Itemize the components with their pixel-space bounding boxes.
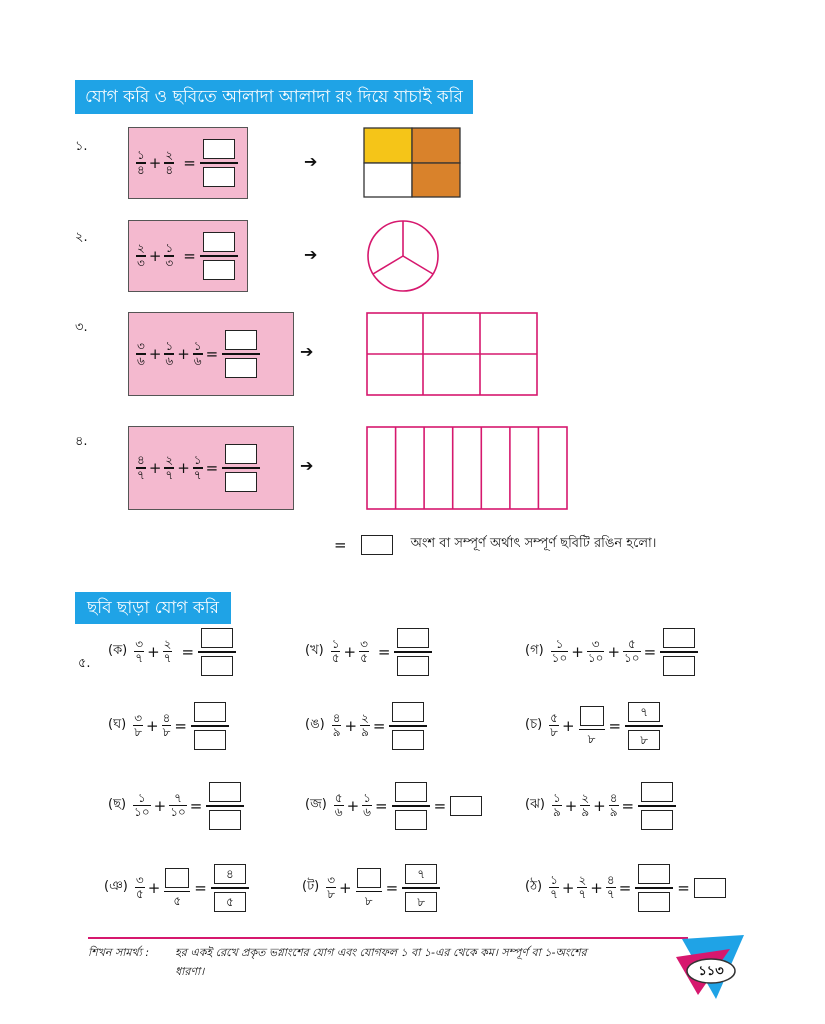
answer-blank-box[interactable] <box>361 535 393 555</box>
equation-box-3: $\frac{৩}{৬}$ + $\frac{১}{৬}$ + $\frac{১}{৬}$ = <box>128 312 294 396</box>
square-quarters-diagram[interactable] <box>363 127 463 199</box>
arrow-icon: ➔ <box>300 342 314 361</box>
conclusion-text: অংশ বা সম্পূর্ণ অর্থাৎ সম্পূর্ণ ছবিটি রঙিন হলো। <box>410 536 657 551</box>
item-ta: (ট) $\frac{৩}{৮}$ + ৮ = ৭ ৮ <box>302 864 442 912</box>
circle-thirds-diagram[interactable] <box>365 218 443 294</box>
blank-numerator-fraction[interactable]: ৮ <box>579 706 605 747</box>
answer-fraction-blank[interactable] <box>392 782 430 830</box>
arrow-icon: ➔ <box>304 245 318 264</box>
equation-box-2: $\frac{২}{৩}$ + $\frac{১}{৩}$ = <box>128 220 248 292</box>
answer-fraction-blank[interactable] <box>394 628 432 676</box>
problem-number: ১. <box>75 139 88 154</box>
answer-fraction: ৭ ৮ <box>402 864 440 912</box>
equation-box-1: $\frac{১}{৪}$ + $\frac{২}{৪}$ = <box>128 127 248 199</box>
problem-number: ৪. <box>75 434 88 449</box>
footer-label: শিখন সামর্থ্য : <box>88 946 150 959</box>
answer-fraction: ৭ ৮ <box>625 702 663 750</box>
answer-fraction-blank[interactable] <box>635 864 673 912</box>
answer-whole-blank[interactable] <box>450 796 482 816</box>
problem-number: ৩. <box>75 320 88 335</box>
equation-box-4: $\frac{৪}{৭}$ + $\frac{২}{৭}$ + $\frac{১}{৭}$ = <box>128 426 294 510</box>
item-uma: (ঙ) $\frac{৪}{৯}$ + $\frac{২}{৯}$ = <box>305 702 429 750</box>
problem-number: ২. <box>75 230 88 245</box>
item-ja: (জ) $\frac{৫}{৬}$ + $\frac{১}{৬}$ = = <box>305 782 482 830</box>
item-tha: (ঠ) $\frac{১}{৭}$ + $\frac{২}{৭}$ + $\frac{৪}{৭}$ = = <box>525 864 726 912</box>
section-heading-add-without-picture: ছবি ছাড়া যোগ করি <box>75 592 231 624</box>
problem-number: ৫. <box>78 656 91 671</box>
answer-fraction-blank[interactable] <box>638 782 676 830</box>
answer-fraction-blank[interactable] <box>198 628 236 676</box>
answer-fraction-blank[interactable] <box>660 628 698 676</box>
section-heading-verify: যোগ করি ও ছবিতে আলাদা আলাদা রং দিয়ে যাচাই করি <box>75 80 473 114</box>
answer-fraction-blank[interactable] <box>191 702 229 750</box>
answer-fraction-blank[interactable] <box>222 330 260 378</box>
arrow-icon: ➔ <box>304 152 318 171</box>
item-jha: (ঝ) $\frac{১}{৯}$ + $\frac{২}{৯}$ + $\frac{৪}{৯}$ = <box>525 782 678 830</box>
item-cha: (চ) $\frac{৫}{৮}$ + ৮ = ৭ ৮ <box>525 702 665 750</box>
answer-fraction-blank[interactable] <box>222 444 260 492</box>
answer-fraction-blank[interactable] <box>389 702 427 750</box>
answer-fraction-blank[interactable] <box>200 139 238 187</box>
item-ga: (গ) $\frac{১}{১০}$ + $\frac{৩}{১০}$ + $\frac{৫}{১০}$ = <box>525 628 700 676</box>
item-ka: (ক) $\frac{৩}{৭}$ + $\frac{২}{৭}$ = <box>108 628 238 676</box>
item-nya: (ঞ) $\frac{৩}{৫}$ + ৫ = ৪ ৫ <box>104 864 251 912</box>
answer-fraction-blank[interactable] <box>206 782 244 830</box>
blank-numerator-fraction[interactable]: ৫ <box>164 868 190 909</box>
rectangle-sixths-diagram[interactable] <box>366 312 538 396</box>
footer-text: হর একই রেখে প্রকৃত ভগ্নাংশের যোগ এবং যোগফল ১ বা ১-এর থেকে কম। সম্পূর্ণ বা ১-অংশের ধারণা। <box>175 946 587 978</box>
answer-whole-blank[interactable] <box>694 878 726 898</box>
item-gha: (ঘ) $\frac{৩}{৮}$ + $\frac{৪}{৮}$ = <box>108 702 231 750</box>
page-number: ১১৩ <box>698 964 724 979</box>
rectangle-sevenths-diagram[interactable] <box>366 426 570 510</box>
item-kha: (খ) $\frac{১}{৫}$ + $\frac{৩}{৫}$ = <box>305 628 434 676</box>
blank-numerator-fraction[interactable]: ৮ <box>356 868 382 909</box>
answer-fraction: ৪ ৫ <box>211 864 249 912</box>
arrow-icon: ➔ <box>300 456 314 475</box>
conclusion-line: = অংশ বা সম্পূর্ণ অর্থাৎ সম্পূর্ণ ছবিটি রঙিন হলো। <box>334 535 657 554</box>
answer-fraction-blank[interactable] <box>200 232 238 280</box>
footer-divider <box>88 937 688 939</box>
item-chha: (ছ) $\frac{১}{১০}$ + $\frac{৭}{১০}$ = <box>108 782 246 830</box>
